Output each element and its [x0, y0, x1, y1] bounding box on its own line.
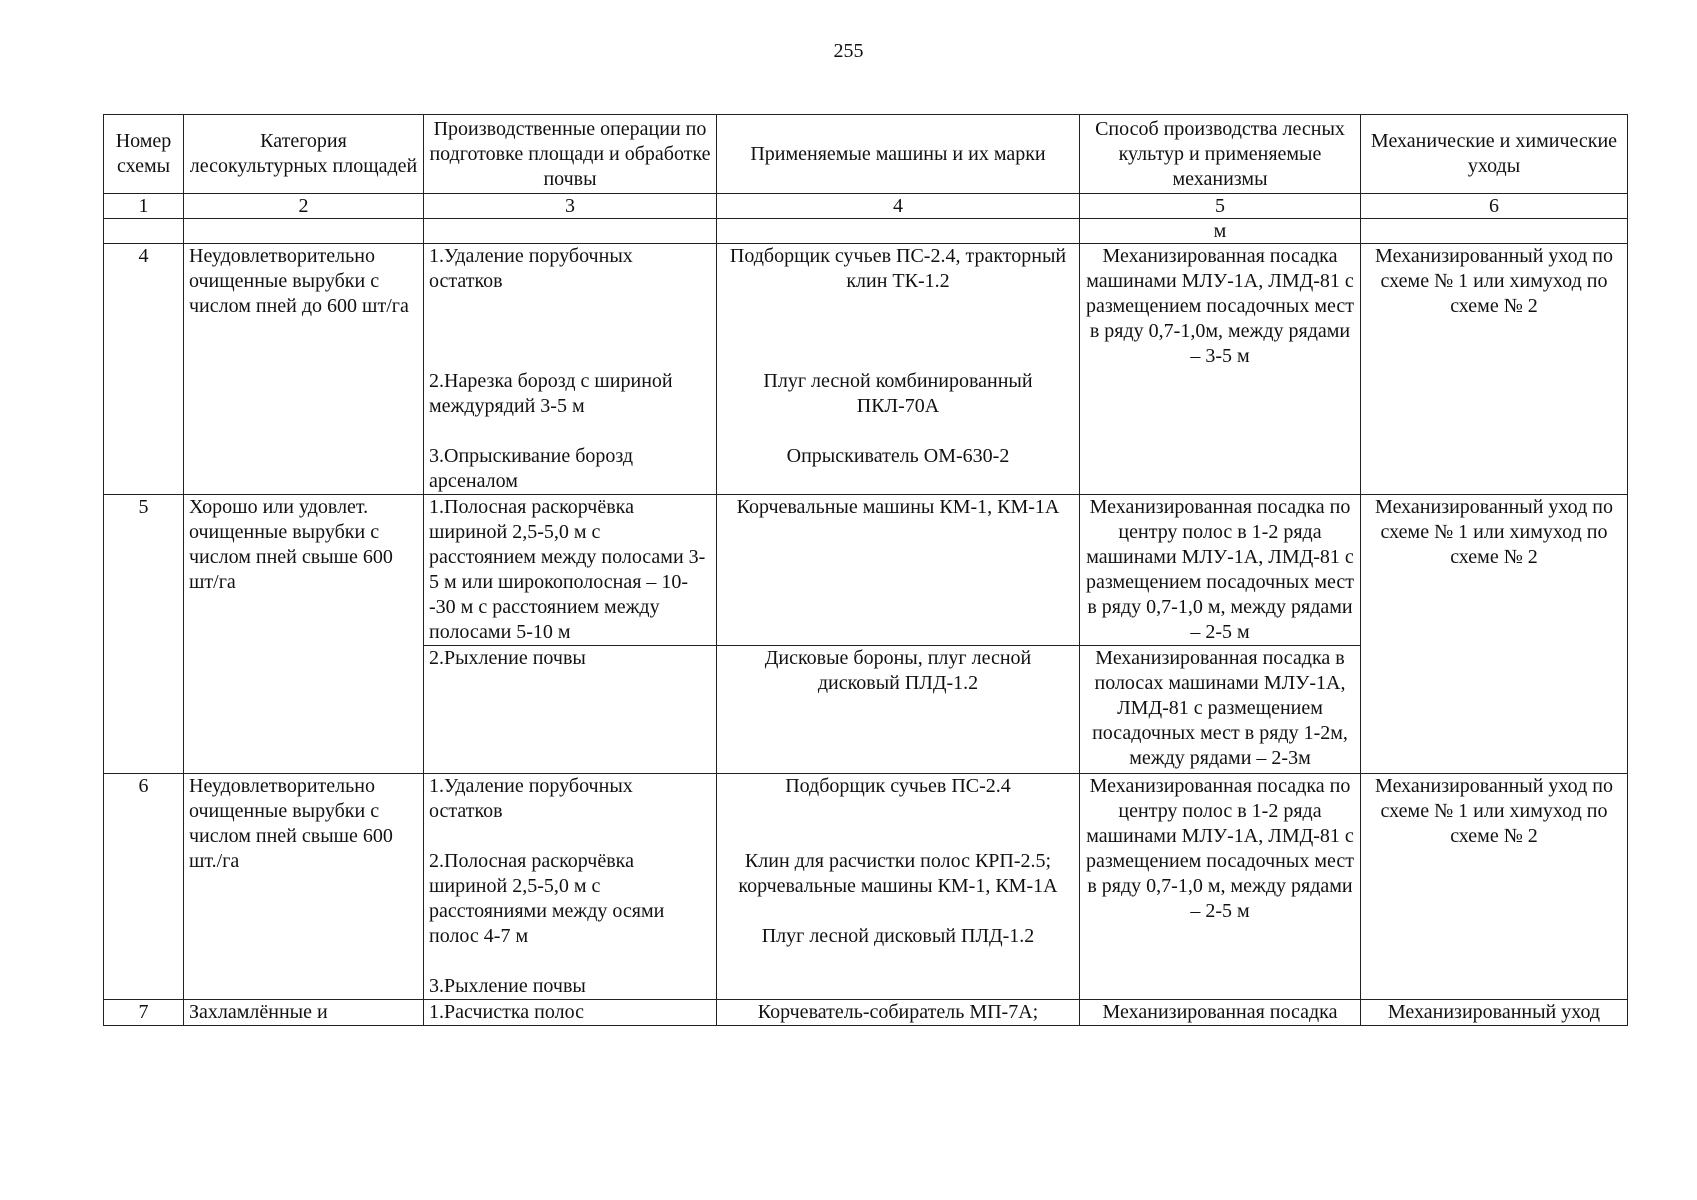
- machine-item: Подборщик сучьев ПС-2.4: [785, 775, 1011, 797]
- table-row: [104, 244, 1628, 495]
- production-method: Механизированная посадка в полосах машинами МЛУ-1А, ЛМД-81 с размещением посадочных мест в ряду 1-2м, между рядами – 2-3м: [1080, 646, 1361, 774]
- operations-cell: [424, 774, 717, 1000]
- machine-item: Опрыскиватель ОМ-630-2: [786, 445, 1010, 467]
- column-number: 3: [424, 194, 717, 219]
- scheme-number: 6: [104, 774, 184, 1000]
- operation-item: 3.Опрыскивание борозд арсеналом: [429, 445, 634, 492]
- header-operations: Производственные операции по подготовке площади и обработке почвы: [424, 115, 717, 194]
- machine-item: Подборщик сучьев ПС-2.4, тракторный клин ТК-1.2: [729, 245, 1067, 292]
- care-method: Механизированный уход по схеме № 1 или химуход по схеме № 2: [1361, 244, 1628, 495]
- production-method: Механизированная посадка: [1080, 1000, 1361, 1026]
- machines-cell: [717, 244, 1080, 495]
- continuation-text: м: [1080, 219, 1361, 244]
- header-machines: Применяемые машины и их марки: [717, 115, 1080, 194]
- area-category: Захламлённые и: [184, 1000, 424, 1026]
- table-row: [104, 495, 1628, 646]
- machine-item: Корчеватель-собиратель МП-7А;: [717, 1000, 1080, 1026]
- machine-item: Дисковые бороны, плуг лесной дисковый ПЛД-1.2: [717, 646, 1080, 774]
- production-method: Механизированная посадка по центру полос в 1-2 ряда машинами МЛУ-1А, ЛМД-81 с размещением посадочных мест в ряду 0,7-1,0 м, между рядами – 2-5 м: [1080, 495, 1361, 646]
- operation-item: 2.Нарезка борозд с шириной междурядий 3-5 м: [429, 370, 673, 417]
- table-row: [104, 1000, 1628, 1026]
- column-number: 2: [184, 194, 424, 219]
- care-method: Механизированный уход по схеме № 1 или химуход по схеме № 2: [1361, 495, 1628, 774]
- operation-item: 3.Рыхление почвы: [429, 975, 586, 997]
- operations-cell: [424, 244, 717, 495]
- production-method: Механизированная посадка машинами МЛУ-1А, ЛМД-81 с размещением посадочных мест в ряду 0,7-1,0м, между рядами – 3-5 м: [1080, 244, 1361, 495]
- column-number: 6: [1361, 194, 1628, 219]
- care-method: Механизированный уход: [1361, 1000, 1628, 1026]
- scheme-number: 4: [104, 244, 184, 495]
- column-number: 5: [1080, 194, 1361, 219]
- header-row: [104, 115, 1628, 194]
- operation-item: 1.Расчистка полос: [424, 1000, 717, 1026]
- operation-item: 2.Рыхление почвы: [424, 646, 717, 774]
- operation-item: 1.Удаление порубочных остатков: [429, 245, 633, 292]
- care-method: Механизированный уход по схеме № 1 или химуход по схеме № 2: [1361, 774, 1628, 1000]
- scheme-number: 5: [104, 495, 184, 774]
- column-number: 1: [104, 194, 184, 219]
- operation-item: 1.Полосная раскорчёвка шириной 2,5-5,0 м с расстоянием между полосами 3-5 м или широкополосная – 10--30 м с расстоянием между полосами 5-10 м: [424, 495, 717, 646]
- area-category: Неудовлетворительно очищенные вырубки с числом пней свыше 600 шт./га: [184, 774, 424, 1000]
- operation-item: 2.Полосная раскорчёвка шириной 2,5-5,0 м с расстояниями между осями полос 4-7 м: [429, 850, 665, 947]
- area-category: Неудовлетворительно очищенные вырубки с числом пней до 600 шт/га: [184, 244, 424, 495]
- column-number-row: [104, 194, 1628, 219]
- machine-item: Корчевальные машины КМ-1, КМ-1А: [717, 495, 1080, 646]
- header-care: Механические и химические уходы: [1361, 115, 1628, 194]
- operation-item: 1.Удаление порубочных остатков: [429, 775, 633, 822]
- column-number: 4: [717, 194, 1080, 219]
- machine-item: Плуг лесной дисковый ПЛД-1.2: [761, 925, 1035, 947]
- machines-cell: [717, 774, 1080, 1000]
- operations-table: [103, 114, 1628, 1026]
- page-number: 255: [833, 40, 864, 62]
- area-category: Хорошо или удовлет. очищенные вырубки с числом пней свыше 600 шт/га: [184, 495, 424, 774]
- header-production-method: Способ производства лесных культур и применяемые механизмы: [1080, 115, 1361, 194]
- table-row: [104, 774, 1628, 1000]
- header-area-category: Категория лесокультурных площадей: [184, 115, 424, 194]
- machine-item: Клин для расчистки полос КРП-2.5; корчевальные машины КМ-1, КМ-1А: [738, 850, 1058, 897]
- scheme-number: 7: [104, 1000, 184, 1026]
- production-method: Механизированная посадка по центру полос в 1-2 ряда машинами МЛУ-1А, ЛМД-81 с размещением посадочных мест в ряду 0,7-1,0 м, между рядами – 2-5 м: [1080, 774, 1361, 1000]
- machine-item: Плуг лесной комбинированный ПКЛ-70А: [763, 370, 1033, 417]
- continuation-row: [104, 219, 1628, 244]
- header-scheme-number: Номер схемы: [104, 115, 184, 194]
